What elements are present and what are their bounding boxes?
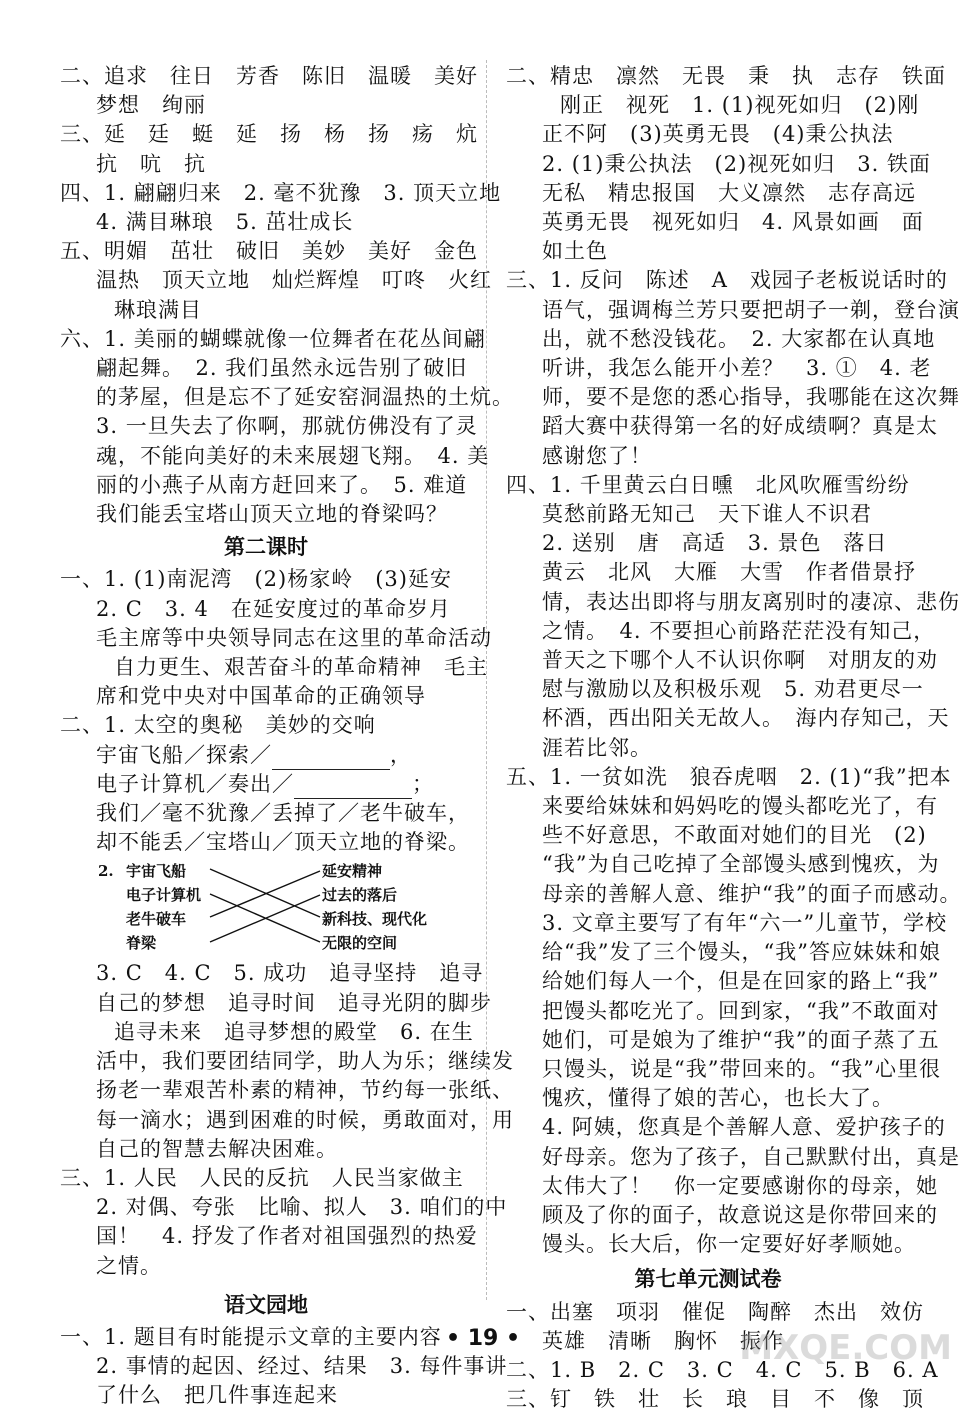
answer-line: 却不能丢／宝塔山／顶天立地的脊梁。 bbox=[96, 830, 470, 855]
answer-line: 二、1. 太空的奥秘 美妙的交响 bbox=[60, 713, 376, 738]
answer-line: 温热 顶天立地 灿烂辉煌 叮咚 火红 bbox=[96, 268, 492, 293]
answer-line: 4. 阿姨，您真是个善解人意、爱护孩子的 bbox=[542, 1115, 946, 1140]
answer-line: 出，就不愁没钱花。 2. 大家都在认真地 bbox=[542, 326, 936, 351]
answer-line: 来要给妹妹和妈妈吃的馒头都吃光了，有 bbox=[542, 794, 938, 819]
answer-line: 四、1. 翩翩归来 2. 毫不犹豫 3. 顶天立地 bbox=[60, 180, 502, 205]
answer-line: 国！ 4. 抒发了作者对祖国强烈的热爱 bbox=[96, 1224, 478, 1249]
page-number: • 19 • bbox=[445, 1326, 521, 1351]
match-right-item: 延安精神 bbox=[322, 862, 383, 881]
answer-line: 些不好意思，不敢面对她们的目光 (2) bbox=[542, 823, 927, 848]
blank-underline bbox=[294, 780, 412, 799]
answer-line: 馒头。长大后，你一定要好好孝顺她。 bbox=[542, 1232, 916, 1257]
answer-line: 每一滴水；遇到困难的时候，勇敢面对，用 bbox=[96, 1107, 514, 1132]
answer-line: 2. 送别 唐 高适 3. 景色 落日 bbox=[542, 531, 888, 556]
fill-blank-line-2: 电子计算机／奏出／ ； bbox=[60, 770, 472, 799]
answer-line: 三、1. 人民 人民的反抗 人民当家做主 bbox=[60, 1165, 464, 1190]
answer-line: 我们／毫不犹豫／丢掉了／老牛破车， bbox=[96, 801, 470, 826]
answer-line: 听讲，我怎么能开小差？ 3. ① 4. 老 bbox=[542, 356, 932, 381]
section-heading-lesson2: 第二课时 bbox=[224, 535, 308, 560]
answer-line: 蹈大赛中获得第一名的好成绩啊？真是太 bbox=[542, 414, 938, 439]
answer-line: 2. (1)秉公执法 (2)视死如归 3. 铁面 bbox=[542, 151, 931, 176]
section-heading-yuwen-yuandi: 语文园地 bbox=[224, 1292, 308, 1317]
answer-line: 语气，强调梅兰芳只要把胡子一剃，登台演 bbox=[542, 297, 960, 322]
answer-line: 四、1. 千里黄云白日曛 北风吹雁雪纷纷 bbox=[506, 472, 910, 497]
match-left-item: 脊梁 bbox=[126, 934, 157, 953]
answer-line: 她们，可是娘为了维护“我”的面子蒸了五 bbox=[542, 1027, 940, 1052]
answer-line: 五、1. 一贫如洗 狼吞虎咽 2. (1)“我”把本 bbox=[506, 764, 952, 789]
right-column bbox=[506, 62, 962, 1414]
answer-line: 自己的梦想 追寻时间 追寻光阴的脚步 bbox=[96, 990, 492, 1015]
answer-line: 顾及了你的面子，故意说这是你带回来的 bbox=[542, 1202, 938, 1227]
answer-line: 二、精忠 凛然 无畏 秉 执 志存 铁面 bbox=[506, 64, 946, 88]
answer-line: 把馒头都吃光了。回到家，“我”不敢面对 bbox=[542, 998, 940, 1023]
answer-line: 追寻未来 追寻梦想的殿堂 6. 在生 bbox=[114, 1019, 474, 1044]
match-right-item: 新科技、现代化 bbox=[322, 910, 428, 929]
answer-line: 刚正 视死 1. (1)视死如归 (2)刚 bbox=[560, 93, 920, 118]
answer-line: 席和党中央对中国革命的正确领导 bbox=[96, 684, 426, 709]
match-left-item: 宇宙飞船 bbox=[126, 862, 187, 881]
left-answers-part2 bbox=[60, 565, 492, 740]
answer-line: 英勇无畏 视死如归 4. 风景如画 面 bbox=[542, 210, 924, 235]
section-heading-unit7-test: 第七单元测试卷 bbox=[634, 1267, 782, 1292]
answer-line: 愧疚，懂得了娘的苦心，也长大了。 bbox=[542, 1086, 894, 1111]
answer-line: 杯酒，西出阳关无故人。 海内存知己，天 bbox=[542, 706, 950, 731]
answer-line: 黄云 北风 大雁 大雪 作者借景抒 bbox=[542, 560, 916, 585]
answer-line: 师，要不是您的悉心指导，我哪能在这次舞 bbox=[542, 385, 960, 410]
answer-line: 扬老一辈艰苦朴素的精神，节约每一张纸、 bbox=[96, 1078, 514, 1103]
answer-line: 好母亲。您为了孩子，自己默默付出，真是 bbox=[542, 1144, 960, 1169]
answer-line: 琳琅满目 bbox=[114, 297, 202, 322]
answer-line: 三、延 廷 蜓 延 扬 杨 扬 疡 炕 bbox=[60, 122, 478, 147]
answer-line: “我”为自己吃掉了全部馒头感到愧疚，为 bbox=[542, 852, 940, 877]
answer-line: 的茅屋，但是忘不了延安窑洞温热的土炕。 bbox=[96, 385, 514, 410]
answer-line: 一、1. 题目有时能提示文章的主要内容 bbox=[60, 1324, 442, 1349]
answer-line: 了什么 把几件事连起来 bbox=[96, 1383, 338, 1408]
answer-line: 一、出塞 项羽 催促 陶醉 杰出 效仿 bbox=[506, 1299, 924, 1324]
answer-line: 给“我”发了三个馒头，“我”答应妹妹和娘 bbox=[542, 940, 941, 965]
answer-line: 4. 满目琳琅 5. 茁壮成长 bbox=[96, 210, 354, 235]
right-answers-part1 bbox=[506, 62, 962, 1259]
answer-line: 梦想 绚丽 bbox=[96, 93, 206, 118]
left-answers-part1 bbox=[60, 62, 514, 529]
answer-line: 一、1. (1)南泥湾 (2)杨家岭 (3)延安 bbox=[60, 567, 452, 592]
answer-line: 自己的智慧去解决困难。 bbox=[96, 1136, 338, 1161]
answer-line: 五、明媚 茁壮 破旧 美妙 美好 金色 bbox=[60, 239, 478, 264]
answer-line: 3. 文章主要写了有年“六一”儿童节，学校 bbox=[542, 910, 948, 935]
answer-line: 六、1. 美丽的蝴蝶就像一位舞者在花丛间翩 bbox=[60, 326, 486, 351]
answer-line: 情，表达出即将与朋友离别时的凄凉、悲伤 bbox=[542, 589, 960, 614]
match-number: 2. bbox=[98, 862, 114, 881]
answer-line: 太伟大了！ 你一定要感谢你的母亲，她 bbox=[542, 1173, 938, 1198]
answer-line: 给她们每人一个，但是在回家的路上“我” bbox=[542, 969, 940, 994]
answer-line: 莫愁前路无知己 天下谁人不识君 bbox=[542, 502, 872, 527]
answer-line: 活中，我们要团结同学，助人为乐；继续发 bbox=[96, 1049, 514, 1074]
answer-line: 之情。 4. 不要担心前路茫茫没有知己， bbox=[542, 618, 936, 643]
answer-line: 母亲的善解人意、维护“我”的面子而感动。 bbox=[542, 881, 962, 906]
answer-line: 无私 精忠报国 大义凛然 志存高远 bbox=[542, 180, 916, 205]
fill-blank-line-1: 宇宙飞船／探索／ ， bbox=[60, 741, 472, 770]
answer-line: 英雄 清晰 胸怀 振作 bbox=[542, 1328, 784, 1353]
answer-line: 丽的小燕子从南方赶回来了。 5. 难道 bbox=[96, 472, 468, 497]
blank-underline bbox=[272, 751, 390, 770]
answer-line: 毛主席等中央领导同志在这里的革命活动 bbox=[96, 625, 492, 650]
answer-line: 自力更生、艰苦奋斗的革命精神 毛主 bbox=[114, 655, 488, 680]
answer-line: 三、1. 反问 陈述 A 戏园子老板说话时的 bbox=[506, 268, 948, 293]
match-left-item: 电子计算机 bbox=[126, 886, 202, 905]
match-right-item: 无限的空间 bbox=[322, 934, 398, 953]
answer-line: 2. 对偶、夸张 比喻、拟人 3. 咱们的中 bbox=[96, 1195, 508, 1220]
watermark-logo: MXQE.COM bbox=[739, 1328, 952, 1368]
answer-line: 我们能丢宝塔山顶天立地的脊梁吗？ bbox=[96, 502, 448, 527]
answer-line: 二、1. B 2. C 3. C 4. C 5. B 6. A bbox=[506, 1357, 939, 1382]
answer-line: 2. C 3. 4 在延安度过的革命岁月 bbox=[96, 596, 451, 621]
answer-line: 3. C 4. C 5. 成功 追寻坚持 追寻 bbox=[96, 961, 484, 986]
answer-line: 之情。 bbox=[96, 1253, 162, 1278]
answer-line: 抗 吭 抗 bbox=[96, 151, 206, 176]
answer-line: 普天之下哪个人不认识你啊 对朋友的劝 bbox=[542, 648, 938, 673]
match-right-item: 过去的落后 bbox=[322, 886, 398, 905]
answer-line: 3. 一旦失去了你啊，那就仿佛没有了灵 bbox=[96, 414, 478, 439]
answer-line: 慰与激励以及积极乐观 5. 劝君更尽一 bbox=[542, 677, 924, 702]
left-answers-part3 bbox=[60, 799, 472, 857]
answer-line: 正不阿 (3)英勇无畏 (4)秉公执法 bbox=[542, 122, 894, 147]
answer-line: 三、钉 铁 壮 长 琅 目 不 像 顶 bbox=[506, 1387, 924, 1412]
left-answers-part4 bbox=[60, 959, 514, 1280]
matching-diagram bbox=[60, 857, 472, 957]
answer-line: 2. 事情的起因、经过、结果 3. 每件事讲 bbox=[96, 1354, 508, 1379]
answer-line: 如土色 bbox=[542, 239, 608, 264]
answer-line: 感谢您了！ bbox=[542, 443, 652, 468]
answer-line: 翩起舞。 2. 我们虽然永远告别了破旧 bbox=[96, 356, 468, 381]
answer-line: 只馒头，说是“我”带回来的。“我”心里很 bbox=[542, 1056, 941, 1081]
answer-line: 魂，不能向美好的未来展翅飞翔。 4. 美 bbox=[96, 443, 490, 468]
answer-line: 二、追求 往日 芳香 陈旧 温暖 美好 bbox=[60, 64, 478, 88]
match-left-item: 老牛破车 bbox=[126, 910, 187, 929]
answer-line: 涯若比邻。 bbox=[542, 735, 652, 760]
